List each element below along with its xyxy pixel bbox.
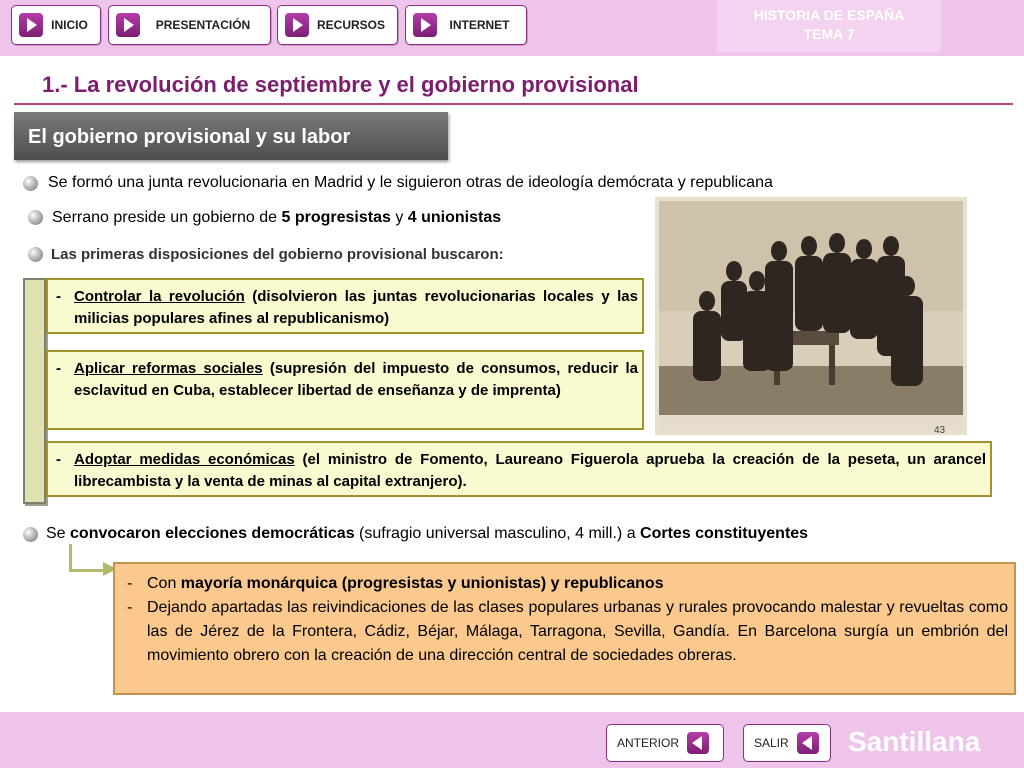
measure-box-reformas [46, 350, 644, 430]
bullet-icon [23, 176, 38, 191]
measure-text: (disolvieron las juntas revolucionarias locales y las milicias populares afines al republicanismo) [74, 288, 638, 327]
measure-box-controlar [46, 278, 644, 334]
consequence-bold: mayoría monárquica (progresistas y unionistas) y republicanos [180, 575, 664, 592]
nav-inicio-button[interactable] [11, 5, 101, 45]
serrano-unionistas: 4 unionistas [407, 209, 502, 226]
play-arrow-icon [413, 13, 437, 37]
consequence-dash: - [127, 575, 133, 592]
course-label [717, 0, 941, 52]
measure-dash: - [56, 360, 61, 377]
bullet-icon [23, 527, 38, 542]
anterior-button[interactable] [606, 724, 724, 762]
measure-dash: - [56, 288, 61, 305]
back-arrow-icon [797, 732, 819, 754]
salir-button[interactable] [743, 724, 831, 762]
page-title: 1.- La revolución de septiembre y el gobierno provisional [42, 72, 639, 97]
brand-logo: Santillana [848, 726, 981, 757]
measure-dash: - [56, 451, 61, 468]
elecciones-cortes: Cortes constituyentes [640, 525, 809, 542]
measures-sidebar [23, 278, 46, 504]
consequence-text [147, 572, 1008, 596]
photo-number: 43 [934, 425, 946, 436]
bullet-serrano [52, 209, 501, 227]
elecciones-pre: Se [46, 525, 71, 542]
anterior-label: ANTERIOR [617, 736, 680, 750]
bullet-icon [28, 247, 43, 262]
historical-photo [655, 197, 967, 435]
measure-title: Controlar la revolución [74, 288, 245, 305]
nav-presentacion-button[interactable] [108, 5, 271, 45]
measure-body [74, 358, 638, 402]
salir-label: SALIR [754, 736, 789, 750]
measure-title: Aplicar reformas sociales [74, 360, 263, 377]
play-arrow-icon [285, 13, 309, 37]
nav-recursos-label: RECURSOS [316, 18, 385, 32]
measure-body [74, 449, 986, 493]
consequence-dash: - [127, 599, 133, 616]
bullet-junta: Se formó una junta revolucionaria en Madrid y le siguieron otras de ideología demócrata y republicana [48, 174, 773, 191]
consequence-pre: Con [147, 575, 181, 592]
nav-presentacion-label: PRESENTACIÓN [155, 18, 251, 32]
consequence-row [127, 596, 1008, 692]
measure-text: (supresión del impuesto de consumos, reducir la esclavitud en Cuba, establecer libertad de enseñanza y de imprenta) [74, 360, 639, 399]
measure-box-economicas [46, 441, 992, 497]
measure-body [74, 286, 638, 330]
elecciones-bold: convocaron elecciones democráticas [70, 525, 355, 542]
section-header: El gobierno provisional y su labor [14, 112, 448, 160]
back-arrow-icon [687, 732, 709, 754]
nav-internet-label: INTERNET [449, 18, 510, 32]
serrano-progresistas: 5 progresistas [281, 209, 391, 226]
play-arrow-icon [116, 13, 140, 37]
consequence-text: Dejando apartadas las reivindicaciones de las clases populares urbanas y rurales provocando malestar y revueltas como las de Jérez de la Frontera, Cádiz, Béjar, Málaga, Tarragona, Sevilla, Gandía. En Barcelona surgía un embrión del movimiento obrero con la creación de una dirección central de sociedades obreras. [147, 599, 1008, 664]
measure-text: (el ministro de Fomento, Laureano Figuerola aprueba la creación de la peseta, un arancel librecambista y la venta de minas al capital extranjero). [74, 451, 986, 490]
measure-title: Adoptar medidas económicas [74, 451, 295, 468]
consequence-row [127, 572, 1008, 596]
consequences-box [113, 562, 1016, 695]
course-title: HISTORIA DE ESPAÑA [753, 7, 905, 23]
serrano-mid: y [390, 209, 408, 226]
elecciones-mid: (sufragio universal masculino, 4 mill.) a [354, 525, 641, 542]
bullet-elecciones [46, 525, 808, 543]
play-arrow-icon [19, 13, 43, 37]
bullet-icon [28, 210, 43, 225]
bullet-disposiciones: Las primeras disposiciones del gobierno provisional buscaron: [51, 246, 504, 263]
nav-internet-button[interactable] [405, 5, 527, 45]
serrano-pre: Serrano preside un gobierno de [52, 209, 282, 226]
nav-recursos-button[interactable] [277, 5, 398, 45]
nav-inicio-label: INICIO [51, 18, 88, 32]
course-unit: TEMA 7 [803, 26, 855, 42]
title-divider [14, 103, 1013, 105]
group-portrait-image [659, 201, 963, 431]
